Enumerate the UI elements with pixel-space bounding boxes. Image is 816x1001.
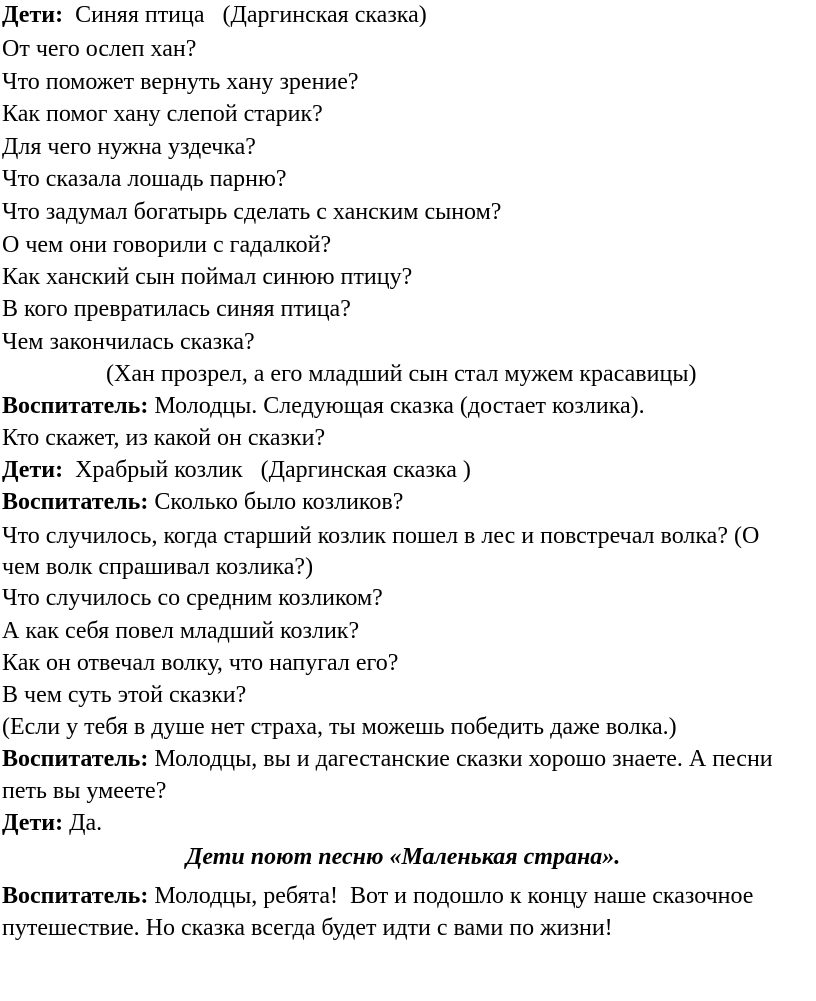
dialogue-line bbox=[2, 806, 102, 840]
speaker-label: Дети: bbox=[2, 2, 64, 28]
question-line: Что задумал богатырь сделать с ханским сыном? bbox=[2, 199, 502, 225]
question-line: А как себя повел младший козлик? bbox=[2, 618, 360, 644]
dialogue-line bbox=[2, 742, 773, 776]
speaker-label: Воспитатель: bbox=[2, 883, 149, 909]
question-line: чем волк спрашивал козлика?) bbox=[2, 554, 314, 580]
question-line: Для чего нужна уздечка? bbox=[2, 134, 256, 160]
speaker-label: Воспитатель: bbox=[2, 746, 149, 772]
speaker-label: Дети: bbox=[2, 810, 64, 836]
question-line: Как он отвечал волку, что напугал его? bbox=[2, 650, 399, 676]
question-line: Что случилось со средним козликом? bbox=[2, 585, 383, 611]
question-line: Чем закончилась сказка? bbox=[2, 329, 255, 355]
dialogue-line bbox=[2, 453, 471, 487]
question-line: Кто скажет, из какой он сказки? bbox=[2, 425, 326, 451]
dialogue-line bbox=[2, 389, 645, 423]
question-line: Что поможет вернуть хану зрение? bbox=[2, 69, 359, 95]
question-line: В чем суть этой сказки? bbox=[2, 682, 247, 708]
dialogue-line bbox=[2, 879, 753, 913]
question-line: От чего ослеп хан? bbox=[2, 36, 197, 62]
dialogue-line bbox=[2, 485, 403, 519]
line-text: Молодцы. Следующая сказка (достает козлика). bbox=[148, 393, 645, 419]
line-text: Синяя птица (Даргинская сказка) bbox=[63, 2, 427, 28]
question-line: Как помог хану слепой старик? bbox=[2, 101, 323, 127]
question-line: В кого превратилась синяя птица? bbox=[2, 296, 351, 322]
line-text: Молодцы, вы и дагестанские сказки хорошо знаете. А песни bbox=[148, 746, 773, 772]
speaker-label: Дети: bbox=[2, 457, 64, 483]
closing-line: путешествие. Но сказка всегда будет идти с вами по жизни! bbox=[2, 915, 613, 941]
line-text: Молодцы, ребята! Вот и подошло к концу наше сказочное bbox=[148, 883, 754, 909]
line-text: Храбрый козлик (Даргинская сказка ) bbox=[63, 457, 471, 483]
song-heading: Дети поют песню «Маленькая страна». bbox=[186, 844, 621, 870]
dialogue-line bbox=[2, 0, 427, 32]
question-line: петь вы умеете? bbox=[2, 778, 167, 804]
answer-line: (Хан прозрел, а его младший сын стал мужем красавицы) bbox=[106, 361, 697, 387]
speaker-label: Воспитатель: bbox=[2, 393, 149, 419]
question-line: Как ханский сын поймал синюю птицу? bbox=[2, 264, 413, 290]
question-line: Что случилось, когда старший козлик пошел в лес и повстречал волка? (О bbox=[2, 523, 760, 549]
question-line: Что сказала лошадь парню? bbox=[2, 166, 287, 192]
line-text: Да. bbox=[63, 810, 103, 836]
question-line: О чем они говорили с гадалкой? bbox=[2, 232, 332, 258]
speaker-label: Воспитатель: bbox=[2, 489, 149, 515]
answer-line: (Если у тебя в душе нет страха, ты можешь победить даже волка.) bbox=[2, 714, 677, 740]
line-text: Сколько было козликов? bbox=[148, 489, 404, 515]
